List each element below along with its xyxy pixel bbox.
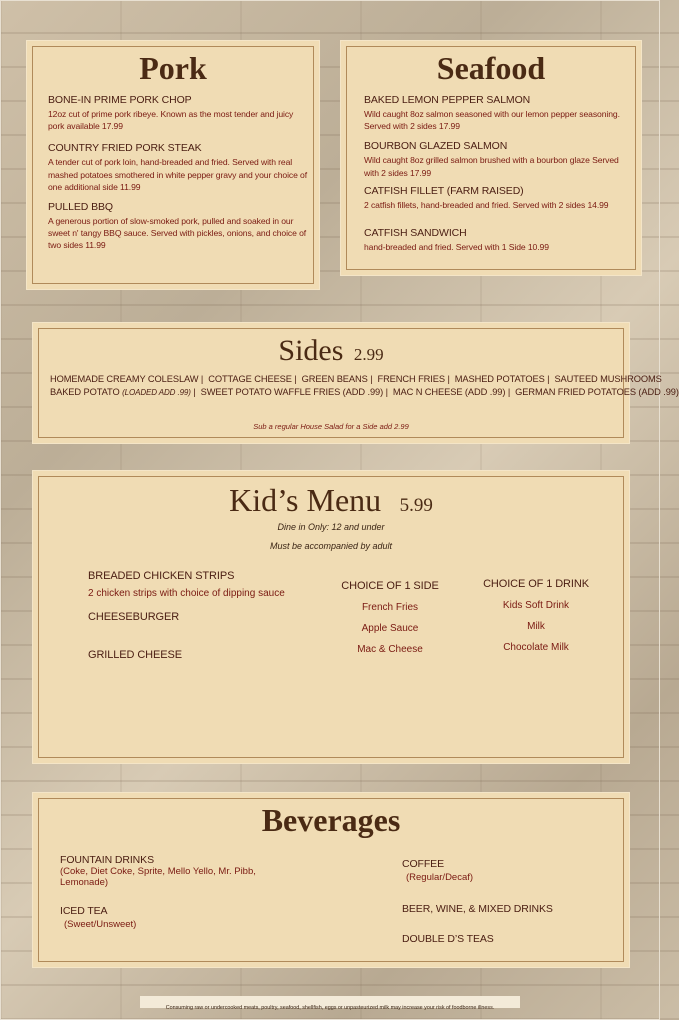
kids-item-name: GRILLED CHEESE [88,649,182,661]
side-option: GREEN BEANS [301,374,368,384]
pork-item-name: COUNTRY FRIED PORK STEAK [48,142,202,155]
sides-price: 2.99 [353,345,384,364]
kids-price: 5.99 [399,495,433,516]
kids-item-name: BREADED CHICKEN STRIPS [88,570,235,582]
kids-drink-option: Chocolate Milk [503,642,569,653]
sides-section [32,322,679,444]
seafood-item-name: CATFISH SANDWICH [364,227,467,240]
kids-title: Kid’s Menu [229,482,382,518]
pork-item-name: PULLED BBQ [48,201,113,214]
beverage-desc: (Sweet/Unsweet) [64,918,137,930]
beverage-desc: (Regular/Decaf) [406,872,474,883]
side-option: FRENCH FRIES [377,374,445,384]
kids-drink-option: Milk [527,621,545,632]
kids-dine-in: Dine in Only: 12 and under [277,522,385,532]
beverage-name: DOUBLE D’S TEAS [402,933,494,945]
side-option: SWEET POTATO WAFFLE FRIES (ADD .99) [200,387,384,397]
kids-section [32,470,630,764]
beverages-title: Beverages [261,802,401,838]
beverage-name: BEER, WINE, & MIXED DRINKS [402,903,553,915]
kids-item-name: CHEESEBURGER [88,611,180,623]
side-option: GERMAN FRIED POTATOES (ADD .99) [515,387,679,397]
kids-side-option: French Fries [361,602,419,613]
pork-item-name: BONE-IN PRIME PORK CHOP [48,94,192,106]
seafood-item-desc: Wild caught 8oz grilled salmon brushed with a bourbon glaze Served with 2 sides 17.99 [364,155,619,178]
side-option: MASHED POTATOES [454,374,545,384]
sides-title: Sides [278,334,344,367]
seafood-section [340,40,642,276]
kids-side-option: Apple Sauce [361,623,419,634]
beverage-name: COFFEE [402,858,444,870]
seafood-item-name: CATFISH FILLET (FARM RAISED) [364,184,524,197]
beverage-desc: (Coke, Diet Coke, Sprite, Mello Yello, Mr. Pibb, Lemonade) [60,866,256,888]
sides-note: Sub a regular House Salad for a Side add 2.99 [253,422,409,431]
pork-item-desc: 12oz cut of prime pork ribeye. Known as the most tender and juicy pork available 17.99 [48,109,294,132]
beverage-name: ICED TEA [60,904,108,917]
pork-title: Pork [139,50,207,86]
kids-drink-option: Kids Soft Drink [502,600,570,611]
side-option: SAUTEED MUSHROOMS [554,374,662,384]
sides-row-2: BAKED POTATO (LOADED ADD .99) | SWEET POTATO WAFFLE FRIES (ADD .99) | MAC N CHEESE (ADD .99) | GERMAN FRIED POTATOES (ADD .99) [50,387,679,397]
pork-section [26,40,320,290]
seafood-item-name: BOURBON GLAZED SALMON [364,140,508,153]
side-option-note: (LOADED ADD .99) [122,388,191,397]
kids-item-desc: 2 chicken strips with choice of dipping sauce [88,588,285,599]
seafood-item-desc: hand-breaded and fried. Served with 1 Side 10.99 [364,242,549,253]
pork-item-desc: A generous portion of slow-smoked pork, pulled and soaked in our sweet n' tangy BBQ sauce. Served with pickles, onions, and choice of two sides 11.99 [48,216,307,251]
side-option: BAKED POTATO [50,387,120,397]
beverage-name: FOUNTAIN DRINKS [60,854,154,866]
sides-row-1: HOMEMADE CREAMY COLESLAW | COTTAGE CHEESE | GREEN BEANS | FRENCH FRIES | MASHED POTATOES | SAUTEED MUSHROOMS [50,374,662,384]
seafood-item-name: BAKED LEMON PEPPER SALMON [364,94,531,106]
beverages-section [32,792,630,968]
seafood-item-desc: Wild caught 8oz salmon seasoned with our lemon pepper seasoning. Served with 2 sides 17.99 [364,109,620,132]
side-option: MAC N CHEESE (ADD .99) [392,387,506,397]
disclaimer-bar [140,996,520,1011]
seafood-item-desc: 2 catfish fillets, hand-breaded and fried. Served with 2 sides 14.99 [364,199,609,210]
pork-item-desc: A tender cut of pork loin, hand-breaded and fried. Served with real mashed potatoes smothered in white pepper gravy and your choice of one additional side 11.99 [48,157,308,192]
kids-side-header: CHOICE OF 1 SIDE [341,580,439,592]
side-option: COTTAGE CHEESE [208,374,292,384]
kids-accompany: Must be accompanied by adult [269,541,393,551]
kids-side-option: Mac & Cheese [357,644,423,655]
side-option: HOMEMADE CREAMY COLESLAW [50,374,199,384]
disclaimer-text: Consuming raw or undercooked meats, poultry, seafood, shellfish, eggs or unpasteurized milk may increase your risk of foodborne illness. [165,1005,495,1011]
kids-drink-header: CHOICE OF 1 DRINK [483,578,589,590]
seafood-title: Seafood [436,50,546,86]
